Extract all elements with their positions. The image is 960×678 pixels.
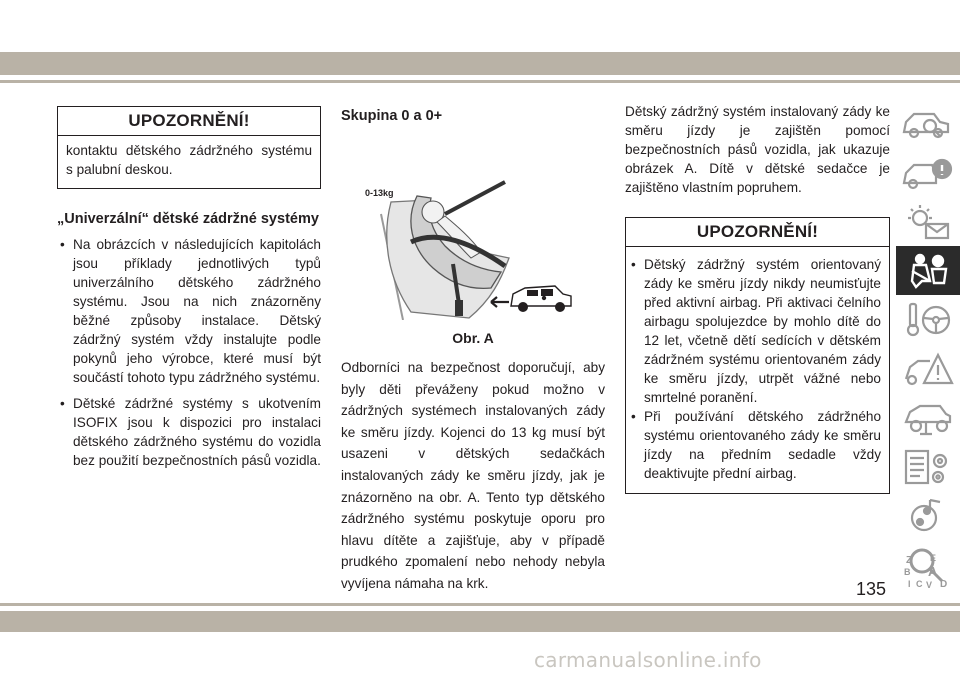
- page-number: 135: [856, 579, 887, 599]
- warning-line: kontaktu dětského zádržného systému: [66, 143, 312, 158]
- car-info-icon: [900, 153, 956, 193]
- index-letter: D: [940, 579, 948, 590]
- tab-car-magnifier[interactable]: [896, 99, 960, 148]
- warning-bullet-list: [628, 255, 881, 483]
- tab-key-steering[interactable]: [896, 295, 960, 344]
- middle-column: [341, 106, 605, 595]
- body-paragraph: Dětský zádržný systém instalovaný zády ke směru jízdy je zajištěn pomocí bezpečnostních pásů vozidla, jak ukazuje obrázek A. Dítě v dětské sedačce je zajištěno vlastním popruhem.: [625, 104, 890, 195]
- car-magnifier-icon: [900, 104, 956, 144]
- list-item: • Na obrázcích v následujících kapitolách jsou příklady jednotlivých typů univerzálního dětského zádržného systému. Jsou na nich znázorněny běžné způsoby instalace. Dětský zádržný systém vždy instalujte podle pokynů jeho výrobce, které musí být součástí tohoto typu zádržného systému.: [57, 235, 321, 387]
- warning-box-right: [625, 217, 890, 494]
- warning-body: [58, 136, 320, 188]
- index-letters-icon: [900, 551, 956, 591]
- left-column: [57, 106, 321, 470]
- tab-maintenance-list[interactable]: [896, 442, 960, 491]
- index-letter: I: [908, 579, 911, 589]
- list-item: • Dětský zádržný systém orientovaný zády ke směru jízdy nikdy neumisťujte před aktivní airbag. Při aktivaci čelního airbagu spolujezdce by mohlo dítě do 12 let, včetně dětí sedících v dětském zádržném systému orientovaném zády ke směru jízdy, utrpět vážné nebo smrtelné poranění.: [628, 255, 881, 407]
- list-item: • Při používání dětského zádržného systému orientovaného zády ke směru jízdy na předním sedadle vždy deaktivujte přední airbag.: [628, 407, 881, 483]
- maintenance-list-icon: [900, 447, 956, 487]
- tab-safety-airbag[interactable]: [896, 246, 960, 295]
- warning-title: UPOZORNĚNÍ!: [626, 218, 889, 247]
- right-column: [625, 102, 890, 504]
- tab-warning-triangle[interactable]: [896, 344, 960, 393]
- warning-body: [626, 247, 889, 493]
- rear-facing-seat-illustration: [341, 130, 605, 320]
- warning-box-left: [57, 106, 321, 189]
- warning-line: s palubní deskou.: [66, 162, 173, 177]
- footer-rule: [0, 603, 960, 606]
- light-message-icon: [900, 202, 956, 242]
- key-steering-wheel-icon: [900, 300, 956, 340]
- car-jack-icon: [900, 398, 956, 438]
- footer-band: [0, 611, 960, 632]
- list-item: • Dětské zádržné systémy s ukotvením ISOFIX jsou k dispozici pro instalaci dětského zádržného systému do vozidla bez použití bezpečnostních pásů vozidla.: [57, 394, 321, 470]
- header-rule: [0, 80, 960, 83]
- bullet-list: [57, 235, 321, 470]
- index-letter: C: [916, 579, 923, 589]
- warning-triangle-icon: [900, 349, 956, 389]
- index-letter: Z: [906, 555, 913, 566]
- group-heading: Skupina 0 a 0+: [341, 108, 443, 124]
- tab-car-jack[interactable]: [896, 393, 960, 442]
- safety-airbag-icon: [900, 251, 956, 291]
- header-band: [0, 52, 960, 75]
- index-letter: V: [926, 580, 933, 590]
- tab-multimedia[interactable]: [896, 491, 960, 540]
- figure-a: [341, 130, 605, 346]
- figure-label: 0-13kg: [365, 188, 394, 198]
- tab-car-info[interactable]: [896, 148, 960, 197]
- index-letter: A: [928, 564, 938, 579]
- body-paragraph: Odborníci na bezpečnost doporučují, aby byly děti převáženy pokud možno v zádržných systémech instalovaných zády ke směru jízdy. Kojenci do 13 kg musí být usazeni v dětských sedačkách instalovaných zády ke směru jízdy, jak je znázorněno na obr. A. Tento typ dětského zádržného systému poskytuje oporu pro hlavu dítěte a zajišťuje, aby v případě prudkého zpomalení nebo nehody nebyla vyvíjena námaha na krk.: [341, 360, 605, 591]
- warning-title: UPOZORNĚNÍ!: [58, 107, 320, 136]
- tab-light-message[interactable]: [896, 197, 960, 246]
- index-letter: B: [904, 567, 911, 577]
- figure-caption: Obr. A: [452, 330, 494, 346]
- multimedia-icon: [900, 496, 956, 536]
- watermark: carmanualsonline.info: [534, 648, 762, 672]
- index-letter: E: [930, 553, 937, 563]
- tab-index[interactable]: [896, 549, 960, 593]
- section-heading: „Univerzální“ dětské zádržné systémy: [57, 211, 319, 227]
